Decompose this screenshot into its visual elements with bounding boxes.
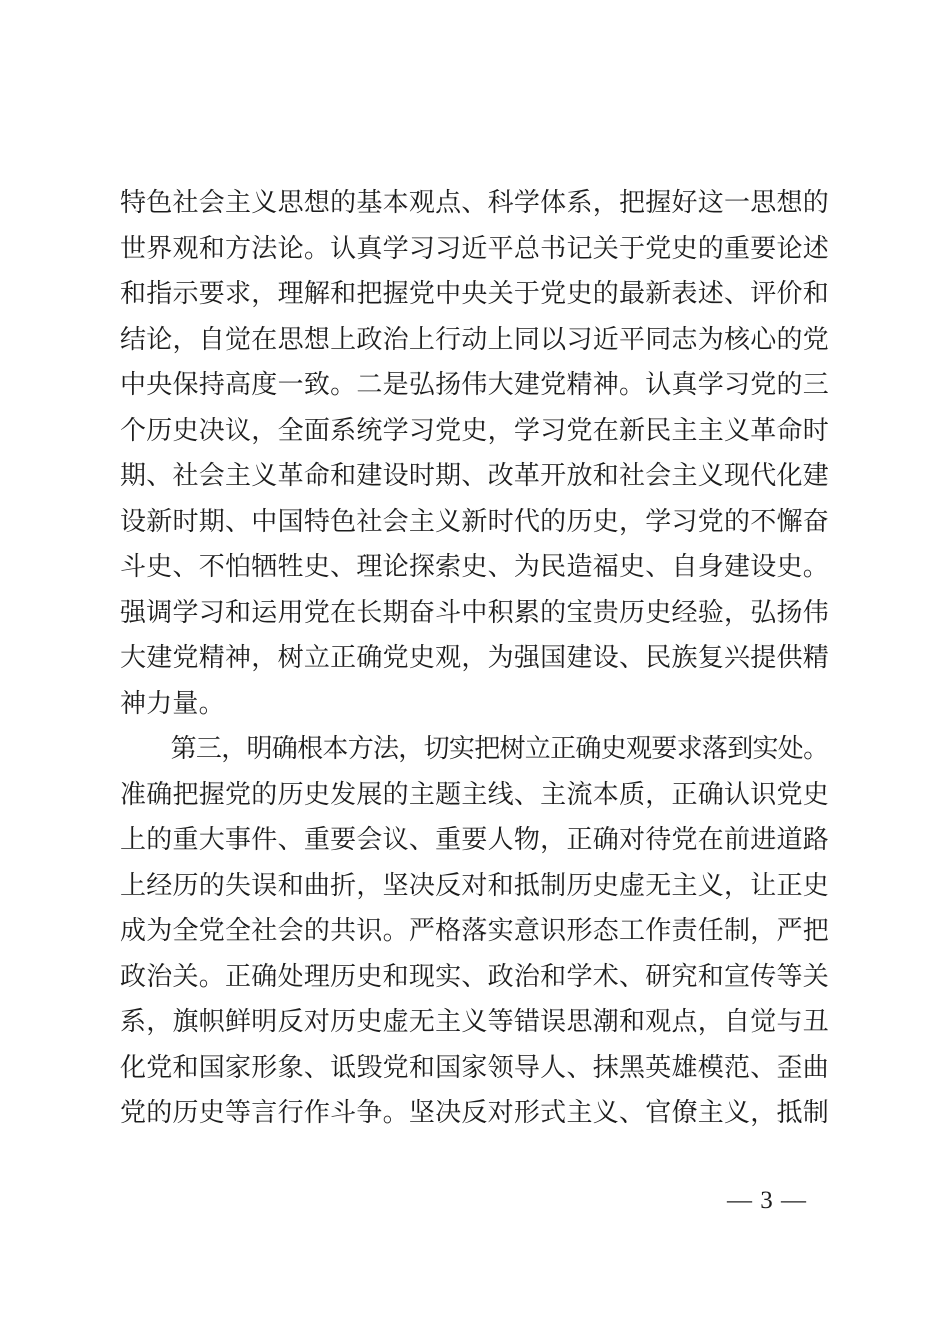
- text-line: 和指示要求，理解和把握党中央关于党史的最新表述、评价和: [120, 279, 829, 308]
- text-line: 斗史、不怕牺牲史、理论探索史、为民造福史、自身建设史。: [120, 552, 829, 581]
- text-line: 结论，自觉在思想上政治上行动上同以习近平同志为核心的党: [120, 324, 829, 354]
- text-line: 中央保持高度一致。二是弘扬伟大建党精神。认真学习党的三: [120, 370, 829, 399]
- text-line: 上经历的失误和曲折，坚决反对和抵制历史虚无主义，让正史: [120, 870, 829, 900]
- text-line: 设新时期、中国特色社会主义新时代的历史，学习党的不懈奋: [120, 506, 829, 536]
- text-line: 上的重大事件、重要会议、重要人物，正确对待党在前进道路: [120, 825, 829, 854]
- text-block: [120, 180, 829, 1136]
- text-line: 成为全党全社会的共识。严格落实意识形态工作责任制，严把: [120, 916, 829, 945]
- text-line: 化党和国家形象、诋毁党和国家领导人、抹黑英雄模范、歪曲: [120, 1052, 829, 1082]
- text-line: 个历史决议，全面系统学习党史，学习党在新民主主义革命时: [120, 415, 829, 445]
- text-line: 准确把握党的历史发展的主题主线、主流本质，正确认识党史: [120, 779, 829, 809]
- text-line: 强调学习和运用党在长期奋斗中积累的宝贵历史经验，弘扬伟: [120, 597, 829, 627]
- paragraph-continued: [120, 180, 829, 726]
- text-line: 大建党精神，树立正确党史观，为强国建设、民族复兴提供精: [120, 643, 829, 672]
- text-line: 政治关。正确处理历史和现实、政治和学术、研究和宣传等关: [120, 961, 829, 991]
- page-number: — 3 —: [727, 1187, 807, 1214]
- paragraph-third-point: [120, 726, 829, 1136]
- text-line: 党的历史等言行作斗争。坚决反对形式主义、官僚主义，抵制: [120, 1098, 829, 1127]
- text-line: 第三，明确根本方法，切实把树立正确史观要求落到实处。: [120, 734, 829, 763]
- text-line: 特色社会主义思想的基本观点、科学体系，把握好这一思想的: [120, 188, 829, 217]
- text-line: 世界观和方法论。认真学习习近平总书记关于党史的重要论述: [120, 233, 829, 263]
- text-line: 期、社会主义革命和建设时期、改革开放和社会主义现代化建: [120, 461, 829, 490]
- text-line: 系，旗帜鲜明反对历史虚无主义等错误思潮和观点，自觉与丑: [120, 1007, 829, 1036]
- text-line: 神力量。: [120, 688, 225, 718]
